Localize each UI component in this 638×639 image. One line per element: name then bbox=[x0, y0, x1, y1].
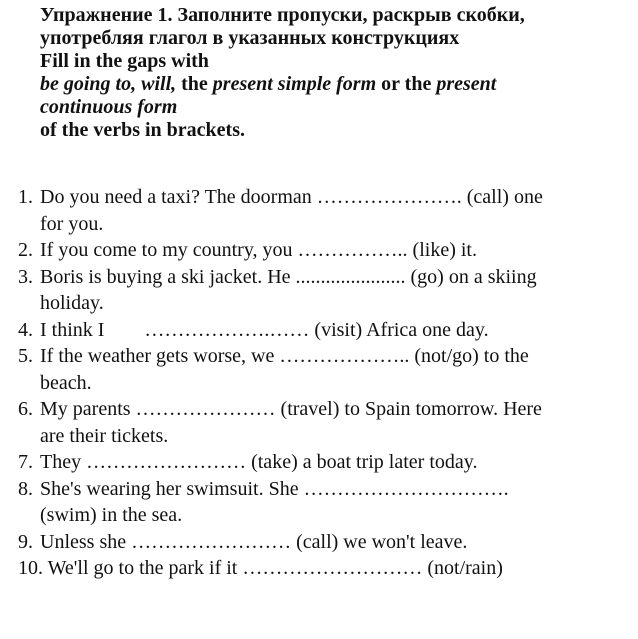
item-number: 10. bbox=[18, 557, 43, 579]
item-text-line-2: for you. bbox=[40, 212, 104, 235]
item-text-line-2: (swim) in the sea. bbox=[40, 504, 183, 526]
item-text-line-2: holiday. bbox=[40, 292, 104, 314]
title-ru-line-1: Упражнение 1. Заполните пропуски, раскрыв скобки, bbox=[40, 4, 525, 26]
item-text-line-2: are their tickets. bbox=[40, 424, 169, 447]
list-item bbox=[18, 396, 630, 449]
exercise-header bbox=[40, 4, 630, 142]
title-en-line-3 bbox=[40, 96, 630, 119]
item-text-line-1: Unless she …………………… (call) we won't leave. bbox=[40, 530, 468, 553]
exercise-list bbox=[18, 184, 630, 582]
title-en-line-1: Fill in the gaps with bbox=[40, 50, 209, 72]
item-number: 3. bbox=[18, 265, 33, 288]
item-number: 5. bbox=[18, 345, 33, 367]
item-text-line-2: beach. bbox=[40, 371, 92, 394]
list-item bbox=[18, 476, 630, 529]
item-text-line-1: I think I ……………….…… (visit) Africa one day. bbox=[40, 318, 489, 341]
form-will: be going to, will, bbox=[40, 73, 177, 95]
item-number: 2. bbox=[18, 239, 33, 261]
item-text-line-1: She's wearing her swimsuit. She …………………………. bbox=[40, 477, 509, 500]
list-item bbox=[18, 449, 630, 476]
form-present-simple: present simple form bbox=[212, 73, 377, 95]
list-item bbox=[18, 555, 630, 582]
item-text-line-1: Boris is buying a ski jacket. He ...................... (go) on a skiing bbox=[40, 265, 537, 288]
item-number: 1. bbox=[18, 186, 33, 208]
item-text-line-1: If you come to my country, you …………….. (like) it. bbox=[40, 239, 477, 261]
title-en-line-2 bbox=[40, 73, 630, 96]
list-item bbox=[18, 264, 630, 317]
item-text-line-1: Do you need a taxi? The doorman …………………. (call) one bbox=[40, 186, 543, 208]
item-number: 7. bbox=[18, 451, 33, 473]
text-or-the: or the bbox=[376, 73, 437, 95]
item-text-line-1: My parents ………………… (travel) to Spain tomorrow. Here bbox=[40, 398, 542, 420]
list-item bbox=[18, 343, 630, 396]
title-ru-line-2: употребляя глагол в указанных конструкциях bbox=[40, 27, 460, 49]
list-item bbox=[18, 317, 630, 344]
item-number: 6. bbox=[18, 398, 33, 420]
item-number: 9. bbox=[18, 530, 33, 553]
item-number: 8. bbox=[18, 477, 33, 500]
list-item bbox=[18, 529, 630, 556]
item-text-line-1: If the weather gets worse, we ……………….. (not/go) to the bbox=[40, 345, 529, 367]
item-text-line-1: We'll go to the park if it ……………………… (not/rain) bbox=[47, 557, 503, 579]
item-text-line-1: They …………………… (take) a boat trip later today. bbox=[40, 451, 478, 473]
form-present: present bbox=[436, 73, 497, 95]
text-the-1: the bbox=[176, 73, 213, 95]
title-en-line-4: of the verbs in brackets. bbox=[40, 119, 245, 141]
list-item bbox=[18, 184, 630, 237]
list-item bbox=[18, 237, 630, 264]
item-number: 4. bbox=[18, 318, 33, 341]
form-continuous: continuous form bbox=[40, 96, 178, 118]
